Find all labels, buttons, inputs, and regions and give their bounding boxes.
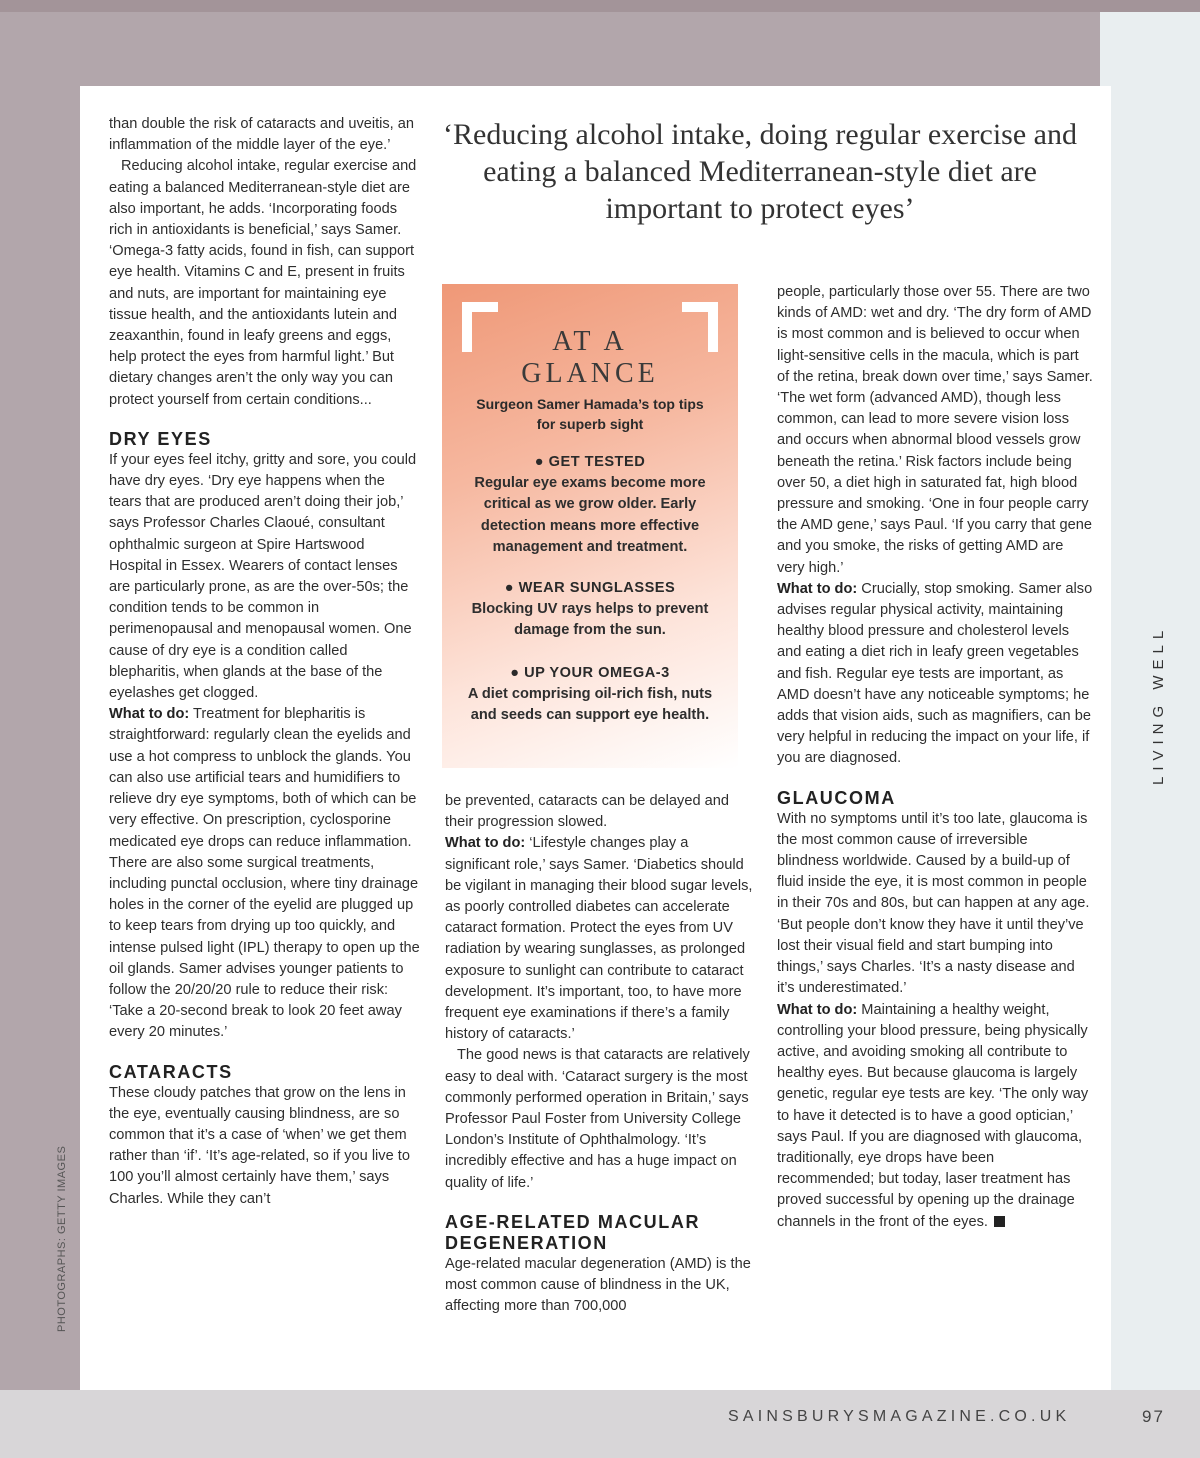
- cataracts-paragraph: These cloudy patches that grow on the lens in the eye, eventually causing blindness, are so common that it’s a case of ‘when’ we get them rather than ‘if’. ‘It’s age-related, so if you live to 100 you’ll almost certainly have them,’ says Charles. While they can’t: [109, 1084, 410, 1207]
- col2-paragraph-1: be prevented, cataracts can be delayed and their progression slowed.: [445, 793, 729, 831]
- col1-paragraph-2: Reducing alcohol intake, regular exercise and eating a balanced Mediterranean-style diet are also important, he adds. ‘Incorporating foods rich in antioxidants is beneficial,’ says Samer. ‘Omega-3 fatty acids, found in fish, can support eye health. Vitamins C and E, present in fruits and nuts, are important for maintaining eye tissue health, and the antioxidants lutein and zeaxanthin, found in leafy greens and eggs, help protect the eyes from harmful light.’ But dietary changes aren’t the only way you can protect yourself from certain conditions...: [109, 158, 417, 408]
- at-a-glance-box: [442, 284, 738, 768]
- cataracts-heading: CATARACTS: [109, 1061, 233, 1082]
- cataracts-what-to-do: [445, 833, 753, 1045]
- tip-title: ● GET TESTED: [534, 454, 646, 470]
- col1-paragraph-1: than double the risk of cataracts and uveitis, an inflammation of the middle layer of the eye.’: [109, 116, 415, 154]
- tip-wear-sunglasses: [456, 578, 724, 642]
- section-label: LIVING WELL: [1150, 624, 1167, 786]
- column-1: [109, 114, 421, 1210]
- dry-eyes-what-to-do: [109, 704, 421, 1043]
- at-a-glance-subtitle: Surgeon Samer Hamada’s top tips for superb sight: [476, 396, 704, 432]
- tip-up-your-omega-3: [456, 663, 724, 727]
- what-to-do-label: What to do:: [445, 835, 526, 852]
- cataracts-treatment-text: ‘Lifestyle changes play a significant role,’ says Samer. ‘Diabetics should be vigilant in managing their blood sugar levels, as poorly controlled diabetes can accelerate cataract formation. Protect the eyes from UV radiation by wearing sunglasses, as prolonged exposure to sunlight can contribute to cataract development. It’s important, too, to have more frequent eye examinations if there’s a family history of cataracts.’: [445, 835, 753, 1043]
- photo-credit: PHOTOGRAPHS: GETTY IMAGES: [56, 1145, 68, 1332]
- amd-what-to-do: [777, 579, 1093, 770]
- col2-paragraph-3: The good news is that cataracts are relatively easy to deal with. ‘Cataract surgery is the most commonly performed operation in Britain,’ says Professor Paul Foster from University College London’s Institute of Ophthalmology. ‘It’s incredibly effective and has a huge impact on quality of life.’: [445, 1047, 750, 1191]
- column-2: [445, 791, 753, 1317]
- tip-text: A diet comprising oil-rich fish, nuts and seeds can support eye health.: [467, 686, 713, 724]
- dry-eyes-treatment-text: Treatment for blepharitis is straightforward: regularly clean the eyelids and use a hot compress to unblock the glands. You can also use artificial tears and humidifiers to relieve dry eye symptoms, both of which can be very effective. On prescription, cyclosporine medicated eye drops can reduce inflammation. There are also some surgical treatments, including punctal occlusion, where tiny drainage holes in the corner of the eyelid are plugged up to keep tears from drying up too quickly, and intense pulsed light (IPL) therapy to open up the oil glands. Samer advises younger patients to follow the 20/20/20 rule to reduce their risk: ‘Take a 20-second break to look 20 feet away every 20 minutes.’: [109, 706, 420, 1041]
- glance-title-line-2: GLANCE: [521, 358, 659, 389]
- glaucoma-what-to-do: [777, 1000, 1093, 1233]
- what-to-do-label: What to do:: [109, 706, 190, 723]
- glance-title-line-1: AT A: [552, 326, 628, 357]
- amd-heading: AGE-RELATED MACULAR DEGENERATION: [445, 1211, 701, 1253]
- amd-treatment-text: Crucially, stop smoking. Samer also advises regular physical activity, maintaining healthy blood pressure and cholesterol levels and eating a diet rich in leafy green vegetables and fish. Regular eye tests are important, as AMD doesn’t have any noticeable symptoms; he adds that vision aids, such as magnifiers, can be very helpful in reducing the impact on your life, if you are diagnosed.: [777, 580, 1093, 767]
- dry-eyes-heading: DRY EYES: [109, 428, 212, 449]
- at-a-glance-title: [442, 326, 738, 390]
- tip-title: ● WEAR SUNGLASSES: [504, 580, 676, 596]
- pull-quote: ‘Reducing alcohol intake, doing regular exercise and eating a balanced Mediterranean-style diet are important to protect eyes’: [443, 118, 1077, 225]
- amd-continued-paragraph: people, particularly those over 55. There are two kinds of AMD: wet and dry. ‘The dry form of AMD is most common and is believed to occur when light-sensitive cells in the macula, which is part of the retina, break down over time,’ says Samer. ‘The wet form (advanced AMD), though less common, can lead to more severe vision loss and occurs when abnormal blood vessels grow beneath the retina.’ Risk factors include being over 50, a diet high in saturated fat, high blood pressure and smoking. ‘One in four people carry the AMD gene,’ says Paul. ‘If you carry that gene and you smoke, the risks of getting AMD are very high.’: [777, 284, 1093, 576]
- dry-eyes-paragraph: If your eyes feel itchy, gritty and sore, you could have dry eyes. ‘Dry eye happens when the tears that are produced aren’t doing their job,’ says Professor Charles Claoué, consultant ophthalmic surgeon at Spire Hartswood Hospital in Essex. Wearers of contact lenses are particularly prone, as are the over-50s; the condition tends to be common in perimenopausal and menopausal women. One cause of dry eye is a condition called blepharitis, when glands at the base of the eyelashes get clogged.: [109, 451, 417, 702]
- column-3: [777, 282, 1093, 1233]
- glaucoma-heading: GLAUCOMA: [777, 787, 896, 808]
- glaucoma-treatment-text: Maintaining a healthy weight, controlling your blood pressure, being physically active, and avoiding smoking all contribute to healthy eyes. But because glaucoma is largely genetic, regular eye tests are key. ‘The only way to have it detected is to have a good optician,’ says Paul. If you are diagnosed with glaucoma, traditionally, eye drops have been recommended; but today, laser treatment has proved successful by opening up the drainage channels in the front of the eyes.: [777, 1001, 1089, 1230]
- tip-text: Blocking UV rays helps to prevent damage from the sun.: [471, 601, 709, 639]
- tip-title: ● UP YOUR OMEGA-3: [510, 665, 670, 681]
- page-number: 97: [1142, 1407, 1165, 1426]
- tip-text: Regular eye exams become more critical as we grow older. Early detection means more effective management and treatment.: [474, 475, 706, 555]
- footer-website: SAINSBURYSMAGAZINE.CO.UK: [728, 1408, 1071, 1425]
- what-to-do-label: What to do:: [777, 580, 858, 597]
- what-to-do-label: What to do:: [777, 1001, 858, 1018]
- top-band: [0, 0, 1200, 12]
- glaucoma-paragraph: With no symptoms until it’s too late, glaucoma is the most common cause of irreversible blindness worldwide. Caused by a build-up of fluid inside the eye, it is most common in people in their 70s and 80s, but can happen at any age. ‘But people don’t know they have it until they’ve lost their visual field and start bumping into things,’ says Charles. ‘It’s a nasty disease and it’s underestimated.’: [777, 810, 1090, 997]
- amd-paragraph: Age-related macular degeneration (AMD) is the most common cause of blindness in the UK, affecting more than 700,000: [445, 1255, 751, 1315]
- end-of-article-mark: [994, 1216, 1005, 1227]
- article-page: [80, 86, 1111, 1390]
- right-background-shape: [1148, 420, 1200, 1390]
- tip-get-tested: [456, 452, 724, 558]
